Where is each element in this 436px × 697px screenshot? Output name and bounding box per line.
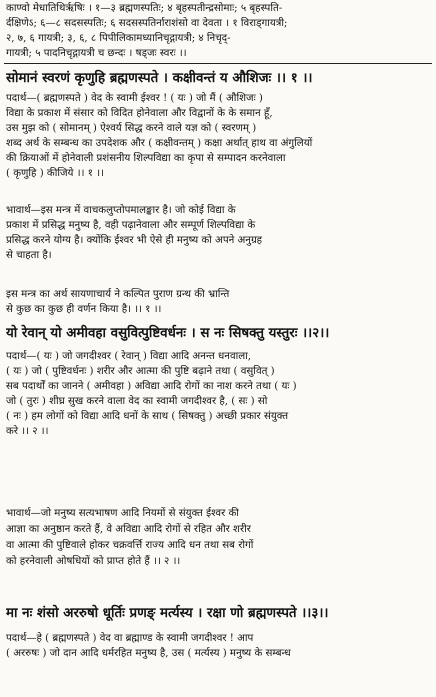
header-line: गायत्री; ५ पादनिचृद्गायत्री च छन्दः । षड्जः स्वरः ।। <box>6 48 187 59</box>
padartha-line: ( कृणुहि ) कीजिये ।। १ ।। <box>6 168 104 179</box>
header-line: २, ७, ६ गायत्री; ३, ६, ८ पिपीलिकामध्यानिचृद्गायत्री; ४ निचृद्- <box>6 33 231 44</box>
padartha-line: विद्या के प्रकाश में संसार को विदित होनेवाला और विद्वानों के के समान हूँ, <box>6 108 273 119</box>
padartha-line: शब्द अर्थ के सम्बन्ध का उपदेशक और ( कक्षीवन्तम् ) कक्षा अर्थात् हाथ वा अंगुलियों <box>6 138 313 149</box>
bhavartha-line: से चाहता है। <box>6 250 52 261</box>
padartha-line: पदार्थ—( ब्रह्मणस्पते ) वेद के स्वामी ईश्वर ! ( यः ) जो मैं ( औशिजः ) <box>6 93 263 104</box>
mantra-verse: यो रेवान् यो अमीवहा वसुवित्पुष्टिवर्धनः । स नः सिषक्तु यस्तुरः ।।२।। <box>6 325 330 341</box>
padartha-line: जो ( तुरः ) शीघ्र सुख करने वाला वेद का स्वामी जगदीश्वर है, ( सः ) सो <box>6 396 268 407</box>
padartha-line: करे ।। २ ।। <box>6 426 49 437</box>
padartha-line: की क्रियाओं में होनेवाली प्रशंसनीय शिल्पविद्या का कृपा से सम्पादन करनेवाला <box>6 153 286 164</box>
bhavartha-line: वा आत्मा की पुष्टिवाले होकर चक्रवर्त्ति राज्य आदि धन तथा सब रोगों <box>6 540 254 551</box>
divider <box>4 63 432 64</box>
bhavartha-line: भावार्थ—इस मन्त्र में वाचकलुप्तोपमालङ्कार है। जो कोई विद्या के <box>6 205 236 216</box>
bhavartha-line: भावार्थ—जो मनुष्य सत्यभाषण आदि नियमों से संयुक्त ईश्वर की <box>6 508 239 519</box>
padartha-line: ( यः ) जो ( पुष्टिवर्धनः ) शरीर और आत्मा की पुष्टि बढ़ाने तथा ( वसुवित् ) <box>6 366 275 377</box>
bhavartha-line: प्रसिद्ध करने योग्य है। क्योंकि ईश्वर भी ऐसे ही मनुष्य को अपने अनुग्रह <box>6 235 263 246</box>
mantra-verse: मा नः शंसो अररुषो धूर्तिः प्रणङ् मर्त्यस्य । रक्षा णो ब्रह्मणस्पते ।।३।। <box>6 605 329 621</box>
padartha-line: ( अररुषः ) जो दान आदि धर्मरहित मनुष्य है, उस ( मर्त्यस्य ) मनुष्य के सम्बन्ध <box>6 648 291 659</box>
padartha-line: ( नः ) हम लोगों को विद्या आदि धनों के साथ ( सिषक्तु ) अच्छी प्रकार संयुक्त <box>6 411 289 422</box>
bhavartha-line: आज्ञा का अनुष्ठान करते हैं, वे अविद्या आदि रोगों से रहित और शरीर <box>6 524 251 535</box>
padartha-line: पदार्थ—( यः ) जो जगदीश्वर ( रेवान् ) विद्या आदि अनन्त धनवाला, <box>6 351 252 362</box>
header-line: काण्वो मेधातिथिर्ऋषिः । १—३ ब्रह्मणस्पतिः; ४ बृहस्पतीन्द्रसोमाः; ५ बृहस्पति- <box>6 3 283 14</box>
note-line: से कुछ का कुछ ही वर्णन किया है। ।। १ ।। <box>6 304 162 315</box>
note-line: इस मन्त्र का अर्थ सायणाचार्य ने कल्पित पुराण ग्रन्थ की भ्रान्ति <box>6 289 230 300</box>
bhavartha-line: प्रकाश में प्रसिद्ध मनुष्य है, वही पढ़ानेवाला और सम्पूर्ण शिल्पविद्या के <box>6 220 256 231</box>
padartha-line: सब पदार्थों का जानने ( अमीवहा ) अविद्या आदि रोगों का नाश करने तथा ( यः ) <box>6 381 297 392</box>
bhavartha-line: को हरनेवाली ओषधियों को प्राप्त होते हैं ।। २ ।। <box>6 556 181 567</box>
header-line: र्दक्षिणेऽ; ६—८ सदसस्पतिः; ६ सदसस्पतिर्नाराशंसो वा देवता । १ विराड्गायत्री; <box>6 18 288 29</box>
mantra-verse: सोमानं स्वरणं कृणुहि ब्रह्मणस्पते । कक्षीवन्तं य औशिजः ।। १ ।। <box>6 70 313 86</box>
padartha-line: पदार्थ—हे ( ब्रह्मणस्पते ) वेद वा ब्रह्माण्ड के स्वामी जगदीश्वर ! आप <box>6 633 254 644</box>
padartha-line: उस मुझ को ( सोमानम् ) ऐश्वर्य सिद्ध करने वाले यज्ञ को ( स्वरणम् ) <box>6 123 257 134</box>
